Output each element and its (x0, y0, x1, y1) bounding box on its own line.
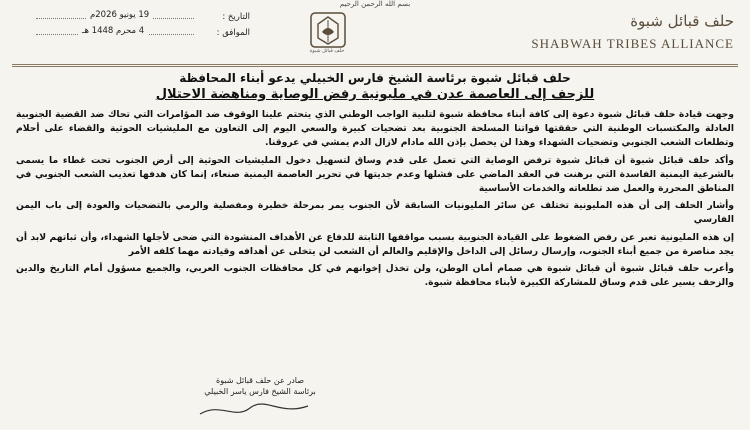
statement-body (16, 70, 734, 293)
date-block (18, 10, 250, 42)
date-value: 19 يونيو 2026م (86, 10, 153, 20)
basmala: بسم الله الرحمن الرحيم (339, 0, 411, 8)
header-divider (12, 64, 738, 65)
signature-line-1: صادر عن حلف قبائل شبوة (216, 376, 304, 385)
headline-line-1: حلف قبائل شبوة برئاسة الشيخ فارس الخبيلي يدعو أبناء المحافظة (179, 71, 571, 85)
hijri-row (18, 26, 250, 42)
hijri-label: الموافق : (216, 28, 250, 38)
signature-line-2: برئاسة الشيخ فارس ياسر الخبيلي (204, 387, 316, 396)
alliance-logo (308, 10, 348, 50)
hijri-value: 4 محرم 1448 هـ (78, 26, 148, 36)
headline-line-2: للزحف إلى العاصمة عدن في مليونية رفض الوصاية ومناهضة الاحتلال (155, 87, 595, 102)
paragraph-5: وأعرب حلف قبائل شبوة أن قبائل شبوة هي صمام أمان الوطن، ولن تخذل إخوانهم في كل محافظات الجنوب العربي، والجميع مسؤول أمام التاريخ والدين والزحف يسير على قدم وساق للمشاركة الكبيرة لأبناء محافظة شبوة. (16, 263, 734, 289)
brand-name-arabic: حلف قبائل شبوة (630, 12, 734, 30)
paragraph-2: وأكد حلف قبائل شبوة أن قبائل شبوة ترفض الوصاية التي تعمل على قدم وساق لتسهيل دخول المليشيات الحوثية إلى أرض الجنوب تحت غطاء ما يسمى بالشرعية اليمنية الفاسدة التي برهنت في العقد الماضي على فشلها وعدم جديتها في تحرير العاصمة اليمنية صنعاء، إنما كان هدفها تعذيب الشعب الجنوبي في المناطق المحررة والعمل ضد تطلعاته والخدمات الأساسية (16, 154, 734, 195)
paragraph-4: إن هذه المليونية تعبر عن رفض الضغوط على القيادة الجنوبية بسبب مواقفها الثابتة للدفاع عن الأهداف المنشودة التي ضحى لأجلها الشهداء، وأن ثباتهم لابد أن يجد مناصرة من جميع أبناء الجنوب، وإرسال رسائل إلى الداخل والإقليم والعالم أن الشعب لن يتخلى عن أهدافه وقيادته مهما كلفه الأمر (16, 231, 734, 257)
letterhead (0, 0, 750, 62)
header-divider-secondary (12, 66, 738, 67)
date-row (18, 10, 250, 26)
paragraph-1: وجهت قيادة حلف قبائل شبوة دعوة إلى كافة أبناء محافظة شبوة لتلبية الواجب الوطني الذي يتحتم علينا الوقوف ضد المؤامرات التي تحاك ضد القضية الجنوبية العادلة والمكتسبات الوطنية التي حققتها قواتنا المسلحة الجنوبية بعد تضحيات كبيرة والسعي اليوم إلى التعاون مع المليشيات الحوثية والقضاء على أحلام وتطلعات الشعب الجنوبي وتضحيات الشهداء وهذا لن يحصل بإذن الله مادام لازال الدم يمشي في عروقنا. (16, 109, 734, 149)
signature-block (160, 375, 360, 397)
brand-name-english: SHABWAH TRIBES ALLIANCE (531, 36, 734, 51)
handwritten-signature (180, 398, 330, 422)
logo-caption: حلف قبائل شبوة (309, 48, 345, 54)
paragraph-3: وأشار الحلف إلى أن هذه المليونية تختلف عن سائر المليونيات السابقة لأن الجنوب يمر بمرحلة خطيرة ومفصلية والرمي بالتضحيات والعودة إلى باب اليمن الفارسي (16, 200, 734, 226)
date-label: التاريخ : (222, 12, 250, 22)
